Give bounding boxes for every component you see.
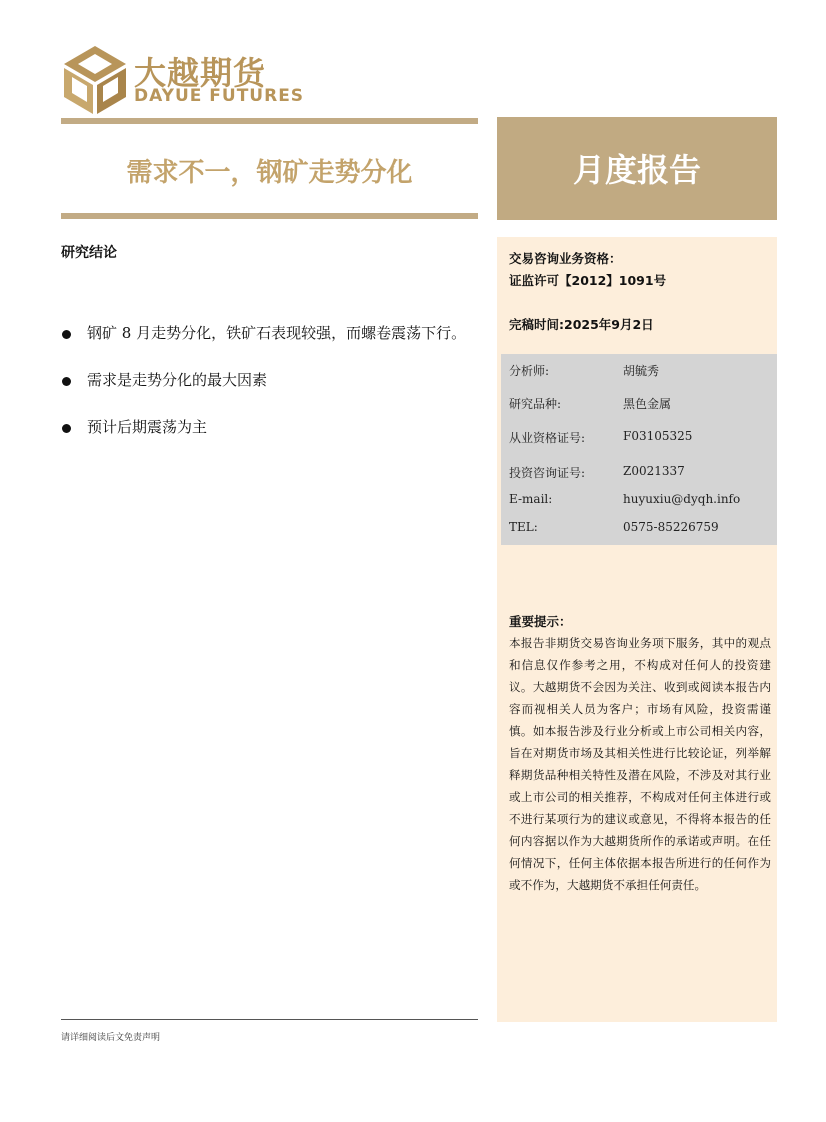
disclaimer-footer: 请详细阅读后文免责声明 xyxy=(61,1033,161,1043)
info-row-consult-cert: 投资咨询证号: Z0021337 xyxy=(509,464,685,480)
notice-heading: 重要提示： xyxy=(509,614,572,629)
report-title: 需求不一，钢矿走势分化 xyxy=(126,158,413,188)
info-row-qualification: 从业资格证号: F03105325 xyxy=(509,429,693,445)
title-rule-top xyxy=(61,118,478,124)
research-conclusion-heading: 研究结论 xyxy=(61,245,117,261)
conclusion-item: 需求是走势分化的最大因素 xyxy=(61,369,481,392)
license-number: 证监许可【2012】1091号 xyxy=(509,273,667,288)
logo-name-cn: 大越期货 xyxy=(134,54,267,92)
qualification-label: 交易咨询业务资格： xyxy=(509,251,622,266)
conclusion-list xyxy=(61,322,481,463)
info-row-analyst: 分析师: 胡毓秀 xyxy=(509,364,660,378)
logo-mark-icon xyxy=(64,46,126,114)
bullet-icon xyxy=(62,424,71,433)
conclusion-item: 预计后期震荡为主 xyxy=(61,416,481,439)
bullet-icon xyxy=(62,377,71,386)
conclusion-item: 钢矿 8 月走势分化，铁矿石表现较强，而螺卷震荡下行。 xyxy=(61,322,481,345)
bullet-icon xyxy=(62,330,71,339)
info-row-variety: 研究品种: 黑色金属 xyxy=(509,397,672,411)
footer-divider xyxy=(61,1019,478,1020)
logo-name-en: DAYUE FUTURES xyxy=(134,86,305,106)
title-rule-bottom xyxy=(61,213,478,219)
report-type-label: 月度报告 xyxy=(572,151,701,189)
completion-date: 完稿时间:2025年9月2日 xyxy=(509,317,654,332)
info-row-tel: TEL: 0575-85226759 xyxy=(509,520,719,534)
analyst-info-box xyxy=(501,354,777,545)
notice-body: 本报告非期货交易咨询业务项下服务，其中的观点和信息仅作参考之用，不构成对任何人的投资建议。大越期货不会因为关注、收到或阅读本报告内容而视相关人员为客户；市场有风险，投资需谨慎。如本报告涉及行业分析或上市公司相关内容，旨在对期货市场及其相关性进行比较论证，列举解释期货品种相关特性及潜在风险，不涉及对其行业或上市公司的相关推荐，不构成对任何主体进行或不进行某项行为的建议或意见，不得将本报告的任何内容据以作为大越期货所作的承诺或声明。在任何情况下，任何主体依据本报告所进行的任何作为或不作为，大越期货不承担任何责任。 xyxy=(509,636,771,892)
info-row-email: E-mail: huyuxiu@dyqh.info xyxy=(509,492,741,506)
